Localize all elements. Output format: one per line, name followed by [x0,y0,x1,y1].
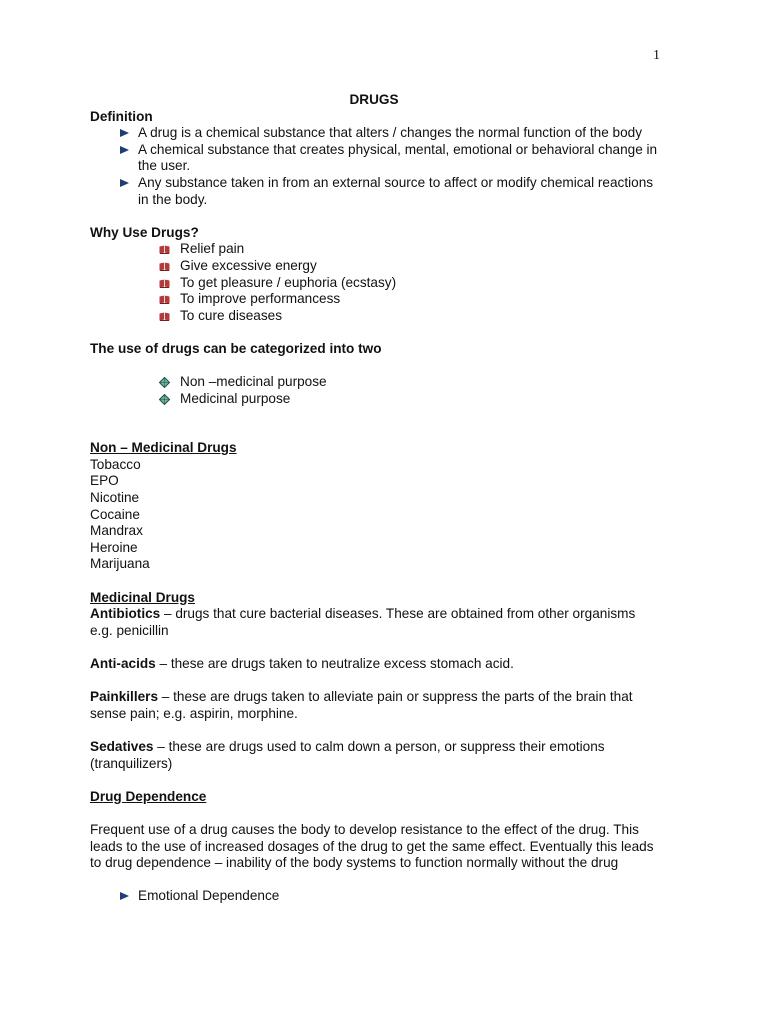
dependence-heading: Drug Dependence [90,788,207,804]
book-icon [159,262,170,271]
dependence-item-text: Emotional Dependence [138,888,280,904]
why-item-text: To improve performancess [180,291,341,307]
non-medicinal-item: Mandrax [90,523,143,539]
non-medicinal-item: Marijuana [90,556,150,572]
definition-item-text: Any substance taken in from an external source to affect or modify chemical reactions in the body. [138,174,654,207]
book-icon [159,245,170,254]
medicinal-entry [90,739,658,772]
book-icon [159,279,170,288]
why-item [90,258,658,275]
non-medicinal-item: Nicotine [90,490,140,506]
why-item-text: To get pleasure / euphoria (ecstasy) [180,274,397,290]
medicinal-entry [90,689,658,722]
dependence-paragraph: Frequent use of a drug causes the body to develop resistance to the effect of the drug. This leads to the use of increased dosages of the drug to get the same effect. Eventually this leads to drug dependence – inability of the body systems to function normally without the drug [90,821,654,871]
category-item [90,391,658,408]
why-item [90,308,658,325]
why-list [90,241,658,324]
book-icon [159,295,170,304]
definition-item-text: A chemical substance that creates physical, mental, emotional or behavioral change in the user. [138,141,658,174]
medicinal-term: Anti-acids [90,656,156,671]
medicinal-term: Sedatives [90,738,154,754]
non-medicinal-item: Tobacco [90,456,141,472]
non-medicinal-item: EPO [90,473,119,489]
document-body [90,92,658,905]
page-number: 1 [653,48,660,63]
medicinal-description: – these are drugs taken to neutralize excess stomach acid. [155,656,514,671]
medicinal-description: – these are drugs taken to alleviate pain or suppress the parts of the brain that sense pain; e.g. aspirin, morphine. [90,689,633,721]
dependence-item [90,888,658,905]
dependence-list [90,888,658,905]
medicinal-entry [90,606,658,639]
definition-item [90,175,658,208]
document-title: DRUGS [349,92,399,107]
why-item-text: Relief pain [180,241,245,257]
category-item-text: Non –medicinal purpose [180,374,327,390]
definition-heading: Definition [90,108,153,124]
non-medicinal-heading: Non – Medicinal Drugs [90,440,237,456]
why-item [90,275,658,292]
categories-heading: The use of drugs can be categorized into two [90,340,382,356]
category-item [90,374,658,391]
definition-item-text: A drug is a chemical substance that alters / changes the normal function of the body [138,125,643,141]
medicinal-description: – drugs that cure bacterial diseases. These are obtained from other organisms e.g. penicillin [90,606,636,638]
non-medicinal-item: Heroine [90,539,138,555]
why-item-text: Give excessive energy [180,257,317,273]
definition-item [90,142,658,175]
diamond-icon [159,377,170,388]
why-heading: Why Use Drugs? [90,224,199,240]
medicinal-term: Antibiotics [90,606,161,622]
medicinal-entry [90,656,658,673]
definition-item [90,125,658,142]
why-item [90,291,658,308]
categories-list [90,374,658,407]
medicinal-heading: Medicinal Drugs [90,589,195,605]
diamond-icon [159,394,170,405]
medicinal-description: – these are drugs used to calm down a person, or suppress their emotions (tranquilizers) [90,738,605,771]
definition-list [90,125,658,208]
medicinal-term: Painkillers [90,689,159,705]
category-item-text: Medicinal purpose [180,390,291,406]
non-medicinal-item: Cocaine [90,506,140,522]
book-icon [159,312,170,321]
why-item-text: To cure diseases [180,307,283,323]
why-item [90,241,658,258]
